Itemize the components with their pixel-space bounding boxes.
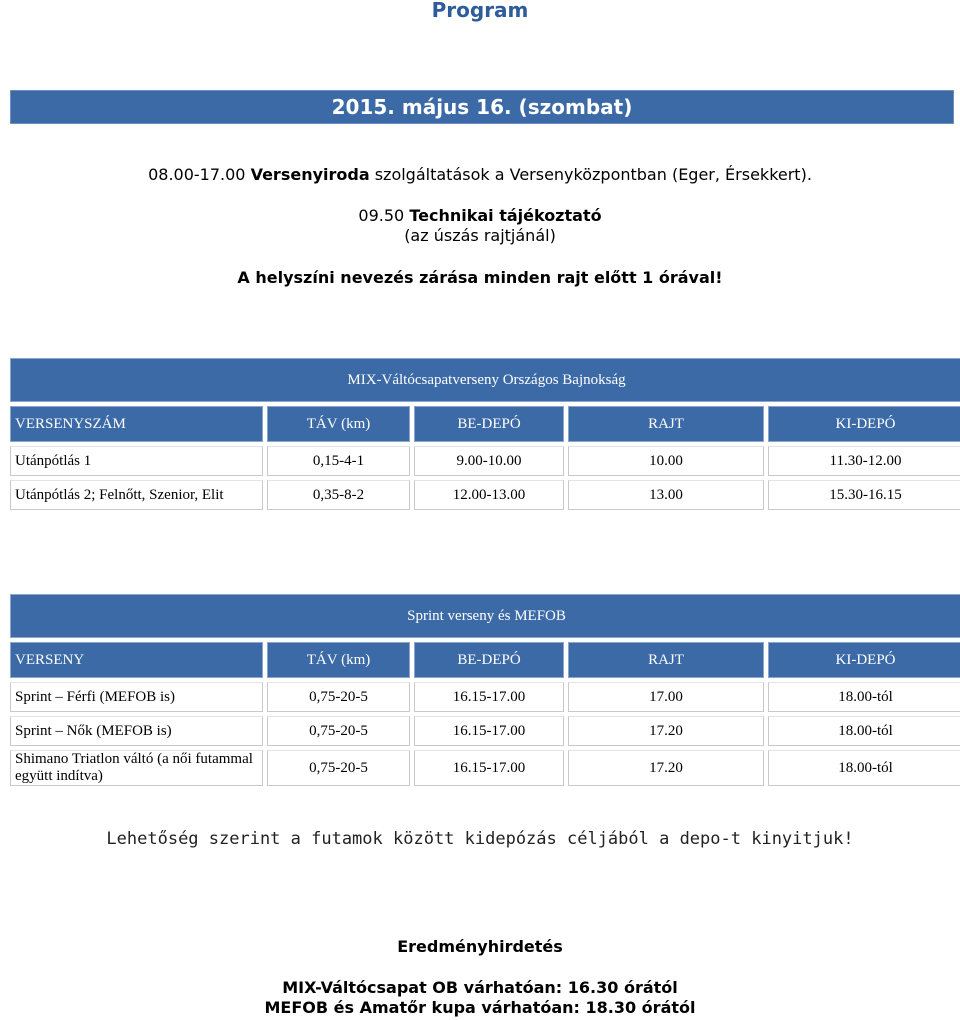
table-title: MIX-Váltócsapatverseny Országos Bajnokság xyxy=(10,358,960,402)
mix-relay-table xyxy=(6,354,960,514)
table-cell: 10.00 xyxy=(568,446,764,476)
col-header: VERSENYSZÁM xyxy=(10,406,263,442)
col-header: KI-DEPÓ xyxy=(768,642,960,678)
briefing-location: (az úszás rajtjánál) xyxy=(404,226,556,245)
briefing-time: 09.50 xyxy=(358,206,405,225)
office-hours-line xyxy=(0,165,960,185)
sprint-table xyxy=(6,590,960,790)
col-header: VERSENY xyxy=(10,642,263,678)
table-cell: 0,15-4-1 xyxy=(267,446,410,476)
table-cell: Sprint – Nők (MEFOB is) xyxy=(10,716,263,746)
table-row xyxy=(10,750,960,786)
table-header-row xyxy=(10,642,960,678)
results-title: Eredményhirdetés xyxy=(397,937,563,956)
table-cell: 0,75-20-5 xyxy=(267,716,410,746)
table-cell: 18.00-tól xyxy=(768,716,960,746)
results-line-mefob: MEFOB és Amatőr kupa várhatóan: 18.30 órától xyxy=(264,998,696,1017)
briefing-line xyxy=(0,206,960,226)
table-cell: 13.00 xyxy=(568,480,764,510)
table-row xyxy=(10,716,960,746)
table-cell: 18.00-tól xyxy=(768,750,960,786)
table-cell: 15.30-16.15 xyxy=(768,480,960,510)
table-cell: 18.00-tól xyxy=(768,682,960,712)
table-cell: 16.15-17.00 xyxy=(414,682,564,712)
col-header: RAJT xyxy=(568,406,764,442)
table-cell: 11.30-12.00 xyxy=(768,446,960,476)
page-title: Program xyxy=(431,0,529,22)
table-cell: 0,75-20-5 xyxy=(267,682,410,712)
col-header: BE-DEPÓ xyxy=(414,642,564,678)
results-line-mix: MIX-Váltócsapat OB várhatóan: 16.30 órától xyxy=(282,978,678,997)
table-cell: Shimano Triatlon váltó (a női futammal együtt indítva) xyxy=(10,750,263,786)
table-row xyxy=(10,446,960,476)
table-cell: Sprint – Férfi (MEFOB is) xyxy=(10,682,263,712)
table-cell: Utánpótlás 1 xyxy=(10,446,263,476)
office-text: szolgáltatások a Versenyközpontban (Eger, Érsekkert). xyxy=(369,165,812,184)
office-name: Versenyiroda xyxy=(250,165,370,184)
col-header: RAJT xyxy=(568,642,764,678)
col-header: KI-DEPÓ xyxy=(768,406,960,442)
date-banner: 2015. május 16. (szombat) xyxy=(10,90,954,124)
table-row xyxy=(10,480,960,510)
briefing-name: Technikai tájékoztató xyxy=(409,206,602,225)
table-cell: 17.00 xyxy=(568,682,764,712)
table-cell: 17.20 xyxy=(568,716,764,746)
table-title: Sprint verseny és MEFOB xyxy=(10,594,960,638)
table-cell: 9.00-10.00 xyxy=(414,446,564,476)
table-cell: 0,35-8-2 xyxy=(267,480,410,510)
table-row xyxy=(10,682,960,712)
col-header: TÁV (km) xyxy=(267,642,410,678)
office-time: 08.00-17.00 xyxy=(148,165,246,184)
table-header-row xyxy=(10,406,960,442)
table-cell: 16.15-17.00 xyxy=(414,750,564,786)
table-cell: 12.00-13.00 xyxy=(414,480,564,510)
table-cell: 0,75-20-5 xyxy=(267,750,410,786)
registration-note: A helyszíni nevezés zárása minden rajt előtt 1 órával! xyxy=(237,268,723,287)
depot-note: Lehetőség szerint a futamok között kidepózás céljából a depo-t kinyitjuk! xyxy=(106,829,854,849)
table-cell: 17.20 xyxy=(568,750,764,786)
col-header: BE-DEPÓ xyxy=(414,406,564,442)
table-cell: 16.15-17.00 xyxy=(414,716,564,746)
table-cell: Utánpótlás 2; Felnőtt, Szenior, Elit xyxy=(10,480,263,510)
col-header: TÁV (km) xyxy=(267,406,410,442)
